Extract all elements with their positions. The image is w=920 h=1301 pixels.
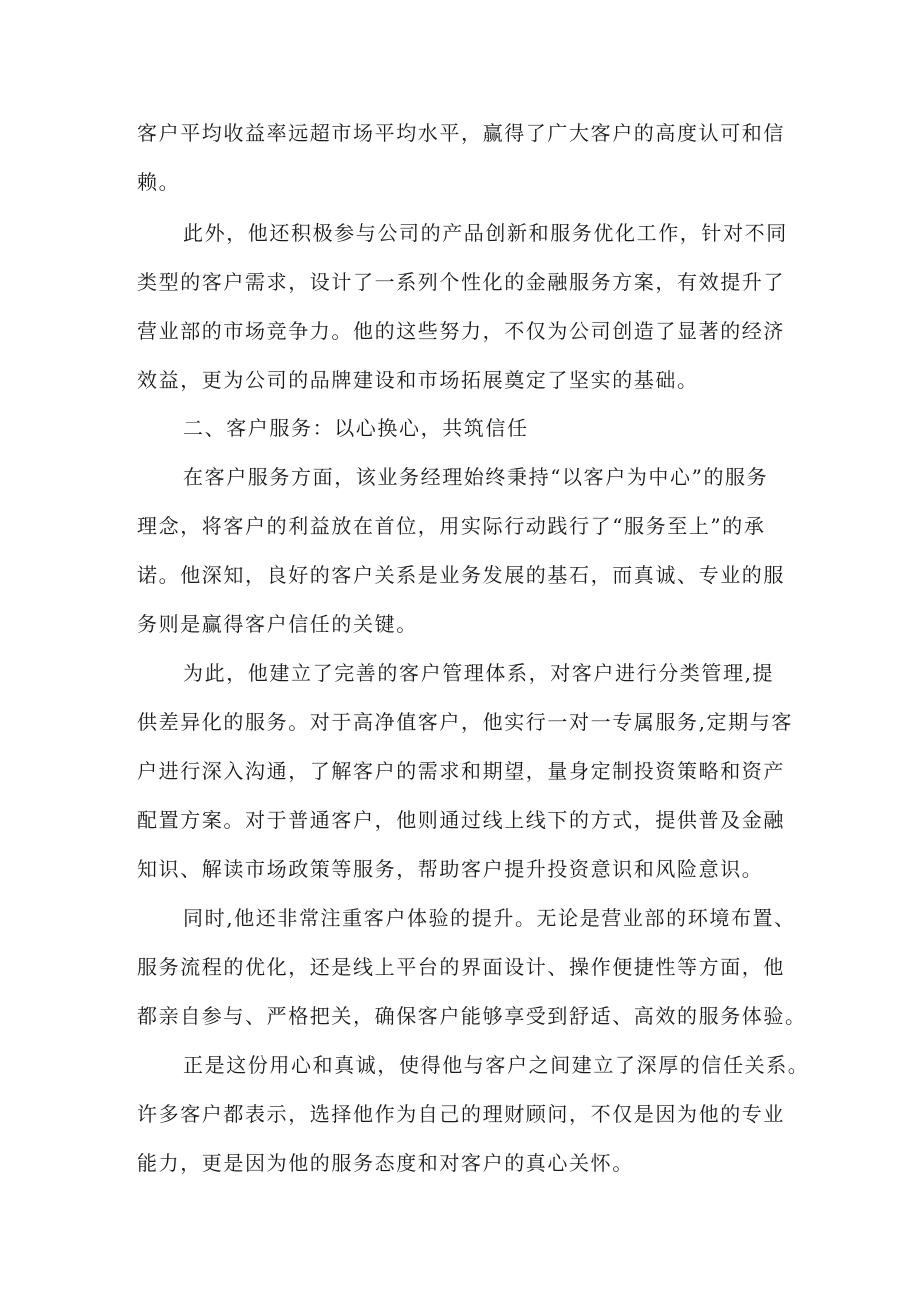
text-line: 赖。 <box>137 170 181 194</box>
paragraph-first-line: 此外，他还积极参与公司的产品创新和服务优化工作，针对不同 <box>183 221 788 245</box>
text-line: 诺。他深知，良好的客户关系是业务发展的基石，而真诚、专业的服 <box>137 563 785 587</box>
paragraph-first-line: 同时,他还非常注重客户体验的提升。无论是营业部的环境布置、 <box>183 906 796 930</box>
text-line: 都亲自参与、严格把关，确保客户能够享受到舒适、高效的服务体验。 <box>137 1004 807 1028</box>
paragraph-first-line: 在客户服务方面，该业务经理始终秉持“以客户为中心”的服务 <box>183 465 769 489</box>
text-line: 许多客户都表示，选择他作为自己的理财顾问，不仅是因为他的专业 <box>137 1102 785 1126</box>
text-line: 配置方案。对于普通客户，他则通过线上线下的方式，提供普及金融 <box>137 808 785 832</box>
text-line: 类型的客户需求，设计了一系列个性化的金融服务方案，有效提升了 <box>137 270 785 294</box>
text-line: 能力，更是因为他的服务态度和对客户的真心关怀。 <box>137 1151 634 1175</box>
text-line: 营业部的市场竞争力。他的这些努力，不仅为公司创造了显著的经济 <box>137 319 785 343</box>
text-line: 客户平均收益率远超市场平均水平，赢得了广大客户的高度认可和信 <box>137 121 785 145</box>
text-line: 理念，将客户的利益放在首位，用实际行动践行了“服务至上”的承 <box>137 514 766 538</box>
text-line: 户进行深入沟通，了解客户的需求和期望，量身定制投资策略和资产 <box>137 759 785 783</box>
text-line: 供差异化的服务。对于高净值客户，他实行一对一专属服务,定期与客 <box>137 710 793 734</box>
text-line: 务则是赢得客户信任的关键。 <box>137 612 418 636</box>
text-line: 效益，更为公司的品牌建设和市场拓展奠定了坚实的基础。 <box>137 368 699 392</box>
paragraph-first-line: 正是这份用心和真诚，使得他与客户之间建立了深厚的信任关系。 <box>183 1053 810 1077</box>
text-line: 服务流程的优化，还是线上平台的界面设计、操作便捷性等方面，他 <box>137 955 785 979</box>
paragraph-first-line: 为此，他建立了完善的客户管理体系，对客户进行分类管理,提 <box>183 661 775 685</box>
section-heading: 二、客户服务：以心换心，共筑信任 <box>183 416 529 440</box>
text-line: 知识、解读市场政策等服务，帮助客户提升投资意识和风险意识。 <box>137 857 764 881</box>
